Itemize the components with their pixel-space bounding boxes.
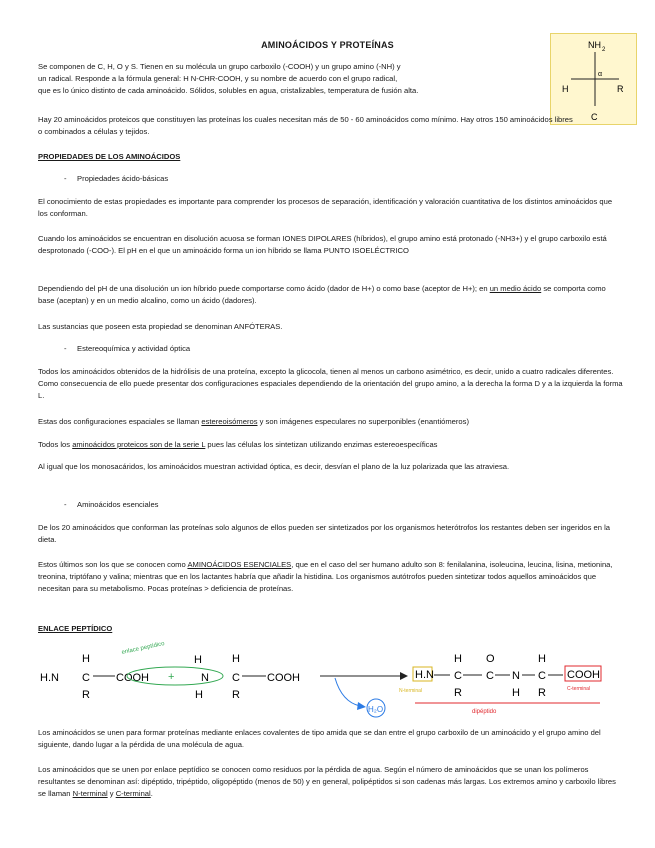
n-terminal-label: N-terminal (399, 688, 423, 694)
dipeptide-h2: H (538, 653, 546, 665)
peptide-bond-svg (30, 640, 630, 726)
peptide-2-text-b: . (150, 789, 153, 799)
water-arrow (335, 678, 360, 706)
aa1-amino: H.N (40, 672, 59, 684)
formula-r: R (617, 84, 624, 94)
page-title: AMINOÁCIDOS Y PROTEÍNAS (261, 40, 394, 50)
paragraph-acid-base-1: El conocimiento de estas propiedades es importante para comprender los procesos de separación, identificación y valoración cuantitativa de los distintos aminoácidos que los conforman. (38, 197, 613, 219)
paragraph-peptide-1: Los aminoácidos se unen para formar proteínas mediante enlaces covalentes de tipo amida que se dan entre el grupo carboxilo de un aminoácido y el grupo amino del siguiente, dando lugar a la pérdida de una molécula de agua. (38, 728, 601, 750)
acid-base-3-underline: un medio ácido (489, 284, 542, 293)
paragraph-stereo-1: Todos los aminoácidos obtenidos de la hidrólisis de una proteína, excepto la glicocola, tienen al menos un carbono asimétrico, es decir, unido a cuatro radicales diferentes. Como consecuencia de ello puede presentar dos configuraciones espaciales dependiendo de la orientación del grupo amino, a la derecha la forma D y a la izquierda la forma L. (38, 367, 623, 401)
dipeptide-amino: H.N (415, 669, 434, 681)
aa2-c: C (232, 672, 240, 684)
plus-sign: + (168, 671, 175, 683)
aa1-r: R (82, 689, 90, 701)
dipeptide-c1: C (454, 670, 462, 682)
paragraph-stereo-4: Al igual que los monosacáridos, los aminoácidos muestran actividad óptica, es decir, desvían el plano de la luz polarizada que las atraviesa. (38, 462, 510, 471)
stereo-2-text-a: Estas dos configuraciones espaciales se llaman (38, 417, 202, 426)
aa2-hn: H (195, 689, 203, 701)
formula-alpha: α (598, 71, 603, 78)
paragraph-amino-count: Hay 20 aminoácidos proteicos que constituyen las proteínas los cuales necesitan más de 50 - 60 aminoácidos como mínimo. Hay otros 150 aminoácidos libres o combinados a células y tejidos. (38, 115, 573, 137)
paragraph-stereo-3 (38, 439, 623, 451)
stereo-3-underline: aminoácidos proteicos son de la serie L (72, 440, 206, 449)
dipeptide-label: dipéptido (472, 709, 497, 715)
bullet-dash: - (64, 174, 67, 183)
peptide-2-text-a: Los aminoácidos que se unen por enlace peptídico se conocen como residuos por la pérdida de agua. Según el número de aminoácidos que se unan los polímeros resultantes se denominan así: dipéptido, tripéptido, oligopéptido (menos de 50) y en general, polipéptidos si son cadenas más largas. Los extremos amino y carboxilo libres se llaman (38, 765, 616, 799)
bullet-acid-base (64, 174, 168, 183)
formula-nh2: NH (588, 40, 601, 50)
bullet-dash: - (64, 344, 67, 353)
water-arrowhead (357, 702, 366, 710)
stereo-2-text-b: y son imágenes especulares no superponibles (enantiómeros) (257, 417, 469, 426)
dipeptide-n: N (512, 670, 520, 682)
dipeptide-h1: H (454, 653, 462, 665)
dipeptide-nh: H (512, 687, 520, 699)
formula-nh2-sub: 2 (602, 47, 606, 53)
aa2-h: H (194, 654, 202, 666)
formula-c: C (591, 112, 598, 122)
intro-line-3: que es lo único distinto de cada aminoácido. Sólidos, solubles en agua, cristalizables, temperatura de fusión alta. (38, 86, 419, 96)
paragraph-amphoteric: Las sustancias que poseen esta propiedad se denominan ANFÓTERAS. (38, 322, 283, 331)
essential-2-text-b: , que en el caso del ser humano adulto son 8: fenilalanina, isoleucina, leucina, lisina, metionina, treonina, triptófano y valina; mientras que en los lactantes habría que añadir la histidina. Los organismos autótrofos pueden sintetizar todos aquellos aminoácidos que necesitan para su metabolismo. Pocas proteínas > deficiencia de proteínas. (38, 560, 613, 594)
general-formula-diagram (551, 34, 636, 124)
c-terminal-term: C-terminal (115, 789, 151, 799)
aa2-h-top: H (232, 653, 240, 665)
n-terminal-term: N-terminal (72, 789, 108, 799)
bullet-stereochem-label: Estereoquímica y actividad óptica (77, 344, 191, 353)
bullet-essential (64, 500, 158, 509)
intro-line-1: Se componen de C, H, O y S. Tienen en su molécula un grupo carboxilo (-COOH) y un grupo amino (-NH) y (38, 62, 401, 71)
aa2-cooh: COOH (267, 672, 300, 684)
paragraph-acid-base-2: Cuando los aminoácidos se encuentran en disolución acuosa se forman IONES DIPOLARES (híbridos), el grupo amino está protonado (-NH3+) y el grupo carboxilo está desprotonado (-COO-). El pH en el que un aminoácido forma un ion híbrido se llama PUNTO ISOELÉCTRICO (38, 234, 607, 256)
dipeptide-c2: C (486, 670, 494, 682)
bullet-acid-base-label: Propiedades ácido-básicas (77, 174, 169, 183)
intro-paragraph (38, 61, 578, 98)
paragraph-peptide-2 (38, 764, 623, 801)
heading-properties: PROPIEDADES DE LOS AMINOÁCIDOS (38, 152, 181, 161)
dipeptide-o: O (486, 653, 495, 665)
heading-peptide-bond: ENLACE PEPTÍDICO (38, 624, 113, 633)
paragraph-acid-base-3 (38, 283, 623, 307)
c-terminal-label: C-terminal (567, 686, 591, 692)
aa2-r: R (232, 689, 240, 701)
stereo-3-text-a: Todos los (38, 440, 73, 449)
aa1-h: H (82, 653, 90, 665)
reaction-arrowhead (400, 672, 408, 680)
annotation-green: enlace peptídico (121, 641, 166, 656)
paragraph-stereo-2 (38, 416, 623, 428)
aa1-cooh: COOH (116, 672, 149, 684)
dipeptide-r1: R (454, 687, 462, 699)
essential-2-text-a: Estos últimos son los que se conocen como (38, 560, 188, 569)
dipeptide-c3: C (538, 670, 546, 682)
dipeptide-r2: R (538, 687, 546, 699)
general-formula-box (550, 33, 637, 125)
peptide-bond-diagram (30, 640, 630, 726)
essential-2-underline: AMINOÁCIDOS ESENCIALES (187, 560, 292, 569)
paragraph-essential-2 (38, 559, 623, 596)
bullet-dash: - (64, 500, 67, 509)
stereo-3-text-b: pues las células los sintetizan utilizando enzimas estereoespecíficas (205, 440, 438, 449)
acid-base-3-text-b: se comporta como base (aceptan) y en un medio alcalino, como un ácido (dadores). (38, 284, 606, 306)
acid-base-3-text-a: Dependiendo del pH de una disolución un ion híbrido puede comportarse como ácido (dador de H+) o como base (aceptor de H+); en (38, 284, 490, 293)
paragraph-essential-1: De los 20 aminoácidos que conforman las proteínas solo algunos de ellos pueden ser sintetizados por los organismos heterótrofos los restantes deben ser ingeridos en la dieta. (38, 523, 610, 545)
formula-h: H (562, 84, 569, 94)
dipeptide-cooh: COOH (567, 669, 600, 681)
stereo-2-underline: estereoisómeros (201, 417, 258, 426)
aa1-c: C (82, 672, 90, 684)
intro-line-2: un radical. Responde a la fórmula general: H N-CHR-COOH, y su nombre de acuerdo con el grupo radical, (38, 74, 398, 84)
peptide-2-text-m: y (107, 789, 116, 799)
aa2-n: N (201, 672, 209, 684)
bullet-essential-label: Aminoácidos esenciales (77, 500, 159, 509)
water-label: H₂O (368, 705, 384, 714)
bullet-stereochem (64, 344, 190, 353)
